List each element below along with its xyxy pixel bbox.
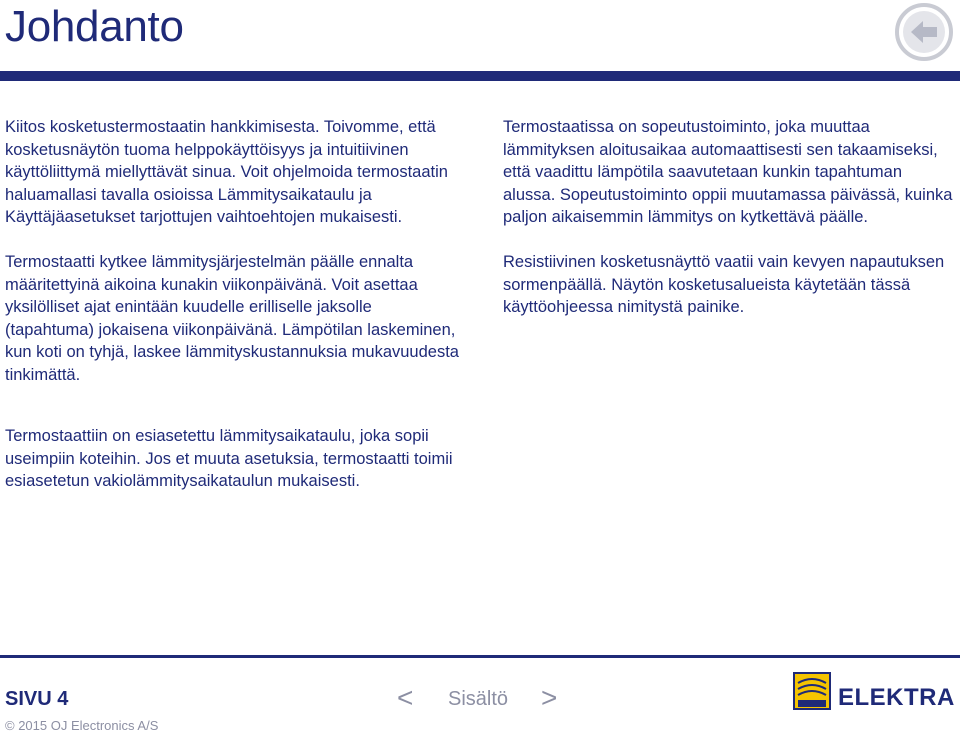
paragraph-adaptive: Termostaatissa on sopeutustoiminto, joka muuttaa lämmityksen aloitusaikaa automaattisesti sen takaamiseksi, että vaadittu lämpötila saavutetaan kunkin tapahtuman alussa. Sopeutustoiminto oppii muutamassa päivässä, kuinka paljon aikaisemmin lämmitys on kytkettävä päälle. [503,118,953,226]
paragraph-schedule: Termostaatti kytkee lämmitysjärjestelmän päälle ennalta määritettyinä aikoina kunakin viikonpäivänä. Voit asettaa yksilölliset ajat enintään kuudelle erilliselle jaksolle (tapahtuma) jokaisena viikonpäivänä. Lämpötilan laskeminen, kun koti on tyhjä, laskee lämmityskustannuksia mukavuudesta tinkimättä. [5,253,459,384]
copyright: © 2015 OJ Electronics A/S [5,718,159,733]
paragraph-touchscreen: Resistiivinen kosketusnäyttö vaatii vain kevyen napautuksen sormenpäällä. Näytön kosketusalueista käytetään tässä käyttöohjeessa nimitystä painike. [503,253,945,316]
elektra-logo-mark-icon [792,671,832,711]
paragraph-intro: Kiitos kosketustermostaatin hankkimisesta. Toivomme, että kosketusnäytön tuoma helppokäyttöisyys ja intuitiivinen käyttöliittymä miellyttävät sinua. Voit ohjelmoida termostaatin haluamallasi tavalla osioissa Lämmitysaikataulu ja Käyttäjäasetukset tarjottujen vaihtoehtojen mukaisesti. [5,118,448,226]
table-of-contents-link[interactable]: Sisältö [448,688,509,710]
brand-name: ELEKTRA [838,684,955,711]
next-page-link[interactable]: > [541,682,558,713]
footer-divider [0,655,960,658]
page-title: Johdanto [5,2,184,51]
page-number: SIVU 4 [5,688,69,710]
back-button[interactable] [894,2,954,62]
back-arrow-icon [894,2,954,62]
header-divider [0,71,960,81]
prev-page-link[interactable]: < [397,682,414,713]
paragraph-preset: Termostaattiin on esiasetettu lämmitysaikataulu, joka sopii useimpiin koteihin. Jos et muuta asetuksia, termostaatti toimii esiasetetun vakiolämmitysaikataulun mukaisesti. [5,427,453,490]
left-column-bottom [5,425,465,493]
left-column [5,116,465,386]
right-column [503,116,958,319]
